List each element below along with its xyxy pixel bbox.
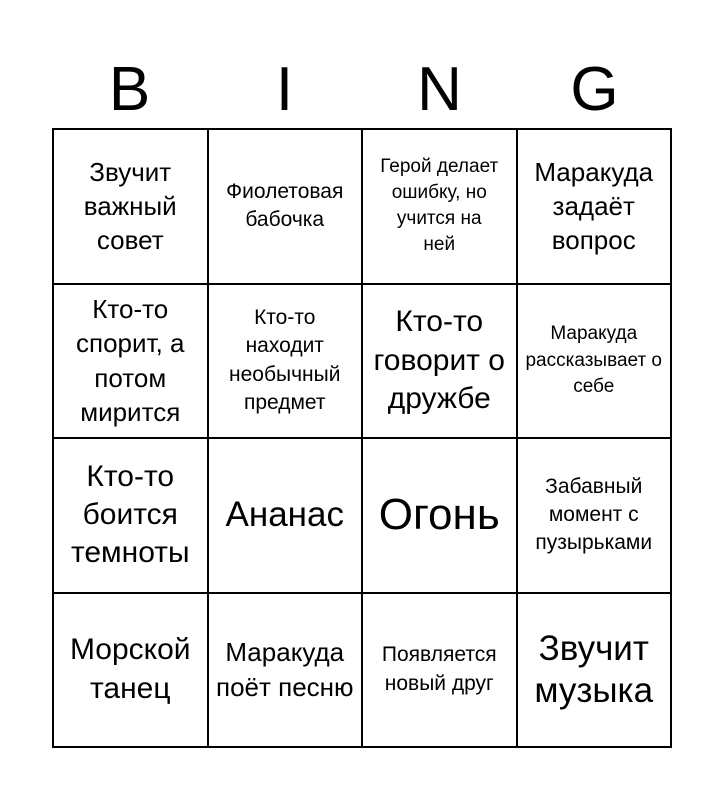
- header-letter-i: I: [275, 55, 294, 124]
- cell-label: Морской танец: [69, 633, 191, 705]
- bingo-cell-r1c3[interactable]: [363, 130, 518, 285]
- bingo-cell-r2c3[interactable]: [363, 285, 518, 440]
- bingo-cell-r4c3[interactable]: [363, 594, 518, 749]
- cell-label: Герой делает ошибку, но учится на ней: [380, 155, 499, 256]
- bingo-board: [52, 128, 672, 748]
- cell-label: Кто-то говорит о дружбе: [373, 305, 505, 415]
- cell-label: Маракуда поёт песню: [215, 637, 354, 702]
- bingo-cell-r3c3[interactable]: [363, 439, 518, 594]
- bingo-cell-r1c4[interactable]: [518, 130, 673, 285]
- header-letter-n: N: [417, 55, 462, 124]
- bingo-cell-r1c2[interactable]: [209, 130, 364, 285]
- bingo-cell-r1c1[interactable]: [54, 130, 209, 285]
- bingo-cell-r4c4[interactable]: [518, 594, 673, 749]
- bingo-cell-r3c4[interactable]: [518, 439, 673, 594]
- bingo-header: [52, 52, 672, 128]
- cell-label: Звучит важный совет: [83, 156, 177, 256]
- bingo-cell-r2c1[interactable]: [54, 285, 209, 440]
- bingo-cell-r2c4[interactable]: [518, 285, 673, 440]
- cell-label: Кто-то находит необычный предмет: [229, 306, 341, 415]
- bingo-cell-r3c2[interactable]: [209, 439, 364, 594]
- cell-label: Ананас: [225, 495, 344, 535]
- cell-label: Фиолетовая бабочка: [226, 179, 344, 232]
- header-letter-b: B: [108, 55, 151, 124]
- cell-label: Звучит музыка: [534, 628, 654, 710]
- cell-label: Кто-то боится темноты: [70, 459, 190, 570]
- cell-label: Огонь: [378, 490, 500, 540]
- bingo-cell-r2c2[interactable]: [209, 285, 364, 440]
- bingo-cell-r4c2[interactable]: [209, 594, 364, 749]
- cell-label: Забавный момент с пузырьками: [535, 474, 653, 555]
- bingo-cell-r4c1[interactable]: [54, 594, 209, 749]
- cell-label: Кто-то спорит, а потом мирится: [76, 294, 185, 428]
- bingo-cell-r3c1[interactable]: [54, 439, 209, 594]
- header-letter-g: G: [570, 55, 619, 124]
- cell-label: Появляется новый друг: [381, 643, 497, 695]
- cell-label: Маракуда задаёт вопрос: [534, 156, 654, 256]
- cell-label: Маракуда рассказывает о себе: [525, 323, 663, 397]
